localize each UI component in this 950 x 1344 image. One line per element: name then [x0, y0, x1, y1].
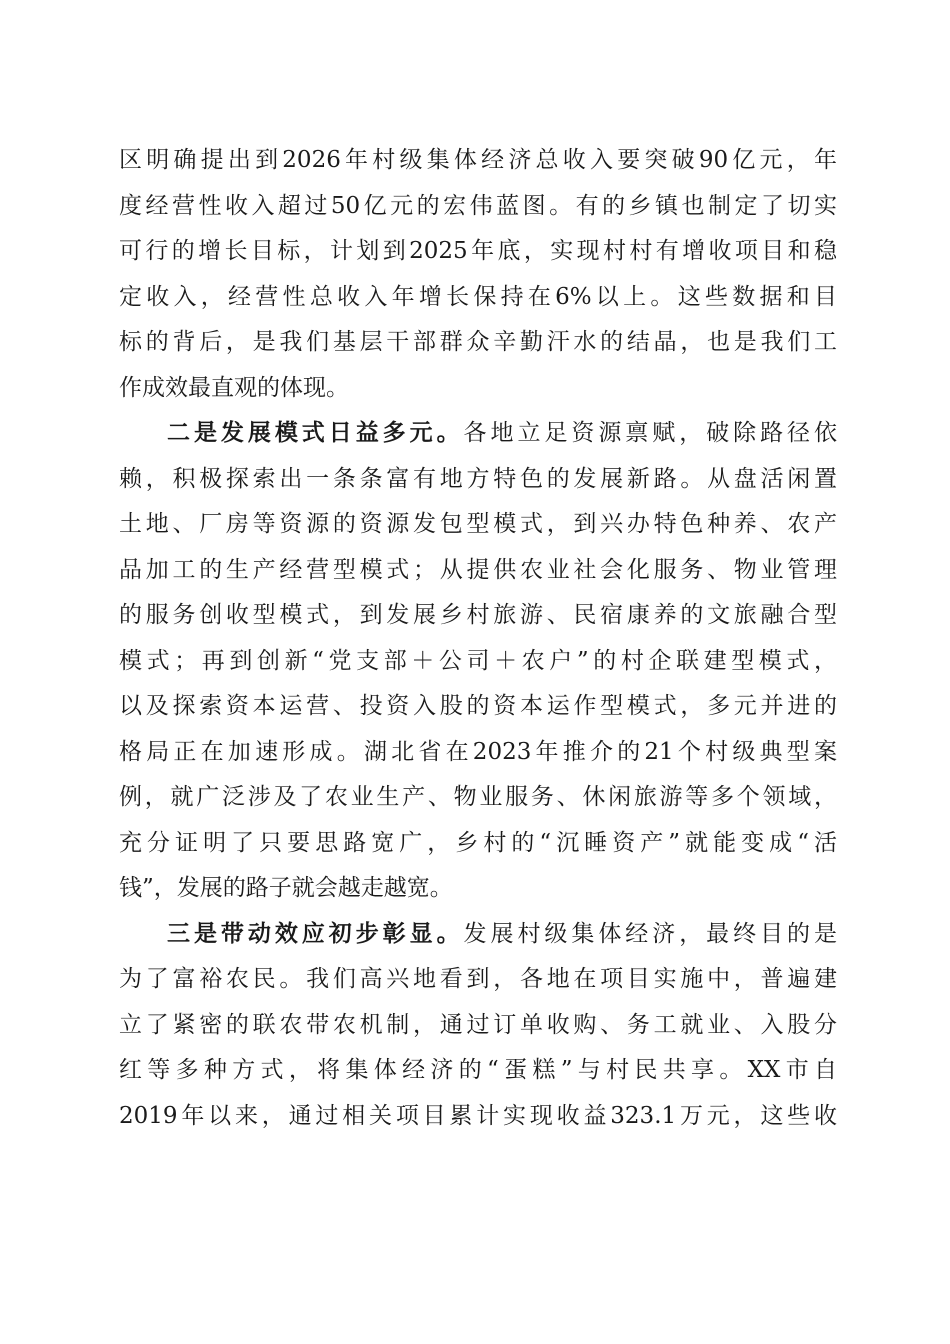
paragraph-2-line-10: 充分证明了只要思路宽广，乡村的“沉睡资产”就能变成“活 — [119, 830, 837, 856]
paragraph-2-line-1 — [167, 416, 837, 450]
paragraph-1-line-1: 区明确提出到2026年村级集体经济总收入要突破90亿元，年 — [119, 147, 837, 173]
paragraph-3-lead-heading: 三是带动效应初步彰显。 — [167, 920, 464, 947]
paragraph-1-line-2: 度经营性收入超过50亿元的宏伟蓝图。有的乡镇也制定了切实 — [119, 193, 837, 219]
paragraph-1-line-6: 作成效最直观的体现。 — [119, 375, 349, 401]
paragraph-3-line-4: 红等多种方式，将集体经济的“蛋糕”与村民共享。XX市自 — [119, 1057, 837, 1083]
paragraph-2-line-9: 例，就广泛涉及了农业生产、物业服务、休闲旅游等多个领域， — [119, 784, 837, 810]
paragraph-3-line-1-text: 发展村级集体经济，最终目的是 — [463, 921, 838, 947]
paragraph-2-lead-heading: 二是发展模式日益多元。 — [167, 419, 464, 446]
paragraph-2-line-5: 的服务创收型模式，到发展乡村旅游、民宿康养的文旅融合型 — [119, 602, 837, 628]
paragraph-2-line-3: 土地、厂房等资源的资源发包型模式，到兴办特色种养、农产 — [119, 511, 837, 537]
paragraph-2-line-11: 钱”，发展的路子就会越走越宽。 — [119, 875, 453, 901]
paragraph-3-line-5: 2019年以来，通过相关项目累计实现收益323.1万元，这些收 — [119, 1103, 837, 1129]
paragraph-2-line-7: 以及探索资本运营、投资入股的资本运作型模式，多元并进的 — [119, 693, 837, 719]
paragraph-2-line-6: 模式；再到创新“党支部＋公司＋农户”的村企联建型模式， — [119, 648, 837, 674]
paragraph-1-line-5: 标的背后，是我们基层干部群众辛勤汗水的结晶，也是我们工 — [119, 329, 837, 355]
paragraph-1-line-4: 定收入，经营性总收入年增长保持在6%以上。这些数据和目 — [119, 284, 837, 310]
paragraph-1-line-3: 可行的增长目标，计划到2025年底，实现村村有增收项目和稳 — [119, 238, 837, 264]
paragraph-2-line-4: 品加工的生产经营型模式；从提供农业社会化服务、物业管理 — [119, 557, 837, 583]
paragraph-2-line-8: 格局正在加速形成。湖北省在2023年推介的21个村级典型案 — [119, 739, 837, 765]
paragraph-2-line-2: 赖，积极探索出一条条富有地方特色的发展新路。从盘活闲置 — [119, 466, 837, 492]
paragraph-3-line-2: 为了富裕农民。我们高兴地看到，各地在项目实施中，普遍建 — [119, 966, 837, 992]
paragraph-3-line-3: 立了紧密的联农带农机制，通过订单收购、务工就业、入股分 — [119, 1012, 837, 1038]
paragraph-3-line-1 — [167, 917, 837, 951]
paragraph-2-line-1-text: 各地立足资源禀赋，破除路径依 — [463, 420, 838, 446]
